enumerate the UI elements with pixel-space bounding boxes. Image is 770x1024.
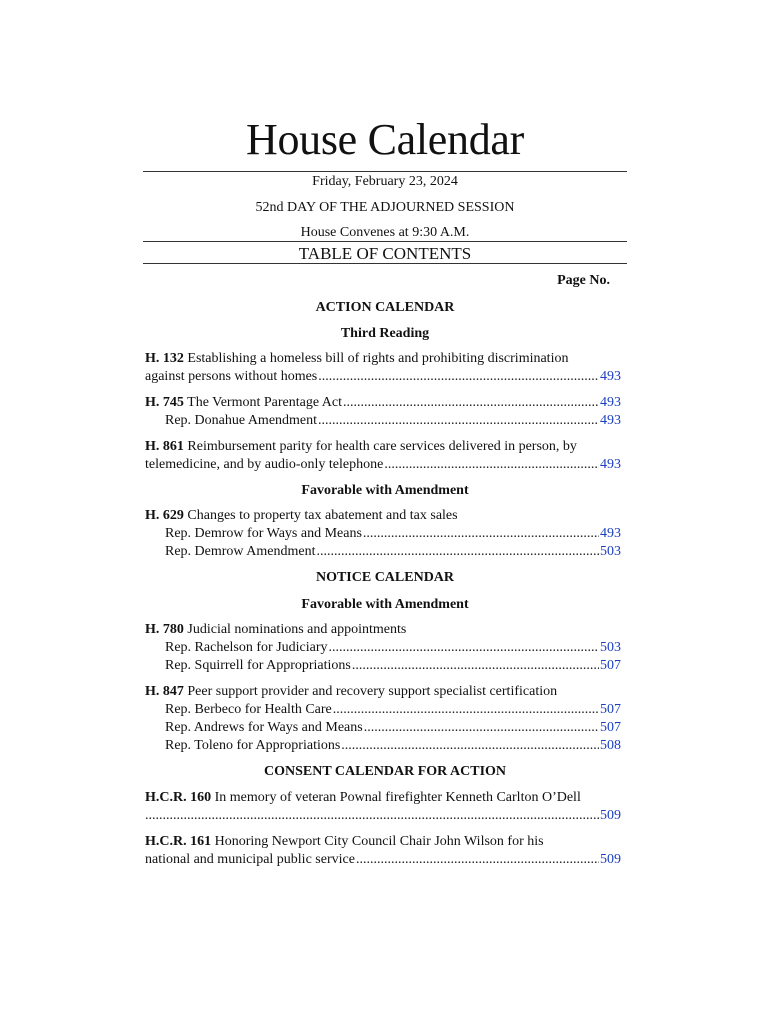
- session-day: 52nd DAY OF THE ADJOURNED SESSION: [255, 200, 515, 215]
- bill-title: In memory of veteran Pownal firefighter Kenneth Carlton O’Dell: [214, 790, 581, 805]
- dot-leader: [316, 543, 599, 561]
- section-consent-calendar: CONSENT CALENDAR FOR ACTION: [263, 764, 507, 779]
- subsection-favorable-amendment-notice: Favorable with Amendment: [301, 597, 469, 612]
- toc-entry-h780[interactable]: [145, 621, 621, 639]
- dot-leader: [318, 368, 599, 386]
- dot-leader: [343, 394, 599, 412]
- bill-title: Changes to property tax abatement and tax sales: [187, 508, 458, 523]
- bill-number: H. 745: [145, 395, 184, 410]
- dot-leader: [333, 701, 599, 719]
- toc-subentry-h780-appropriations[interactable]: [165, 657, 621, 675]
- toc-subentry-h847-health-care[interactable]: [165, 701, 621, 719]
- page-link[interactable]: 507: [600, 720, 621, 735]
- page-link[interactable]: 493: [600, 413, 621, 428]
- page-link[interactable]: 508: [600, 738, 621, 753]
- subentry-text: Rep. Toleno for Appropriations: [165, 738, 341, 753]
- bill-number: H.C.R. 160: [145, 790, 212, 805]
- subsection-third-reading: Third Reading: [340, 326, 430, 341]
- page-link[interactable]: 503: [600, 640, 621, 655]
- section-action-calendar: ACTION CALENDAR: [315, 300, 455, 315]
- divider-toc-top: [143, 241, 627, 242]
- bill-title: Peer support provider and recovery support specialist certification: [187, 684, 558, 699]
- subentry-text: Rep. Donahue Amendment: [165, 413, 318, 428]
- divider-top: [143, 171, 627, 172]
- page-link[interactable]: 493: [600, 457, 621, 472]
- bill-number: H. 847: [145, 684, 184, 699]
- bill-title: Judicial nominations and appointments: [187, 622, 407, 637]
- dot-leader: [364, 719, 599, 737]
- toc-entry-hcr161-cont[interactable]: [145, 851, 621, 869]
- toc-entry-h745[interactable]: [145, 394, 621, 412]
- toc-entry-h861[interactable]: [145, 438, 621, 456]
- dot-leader: [341, 737, 599, 755]
- toc-subentry-h629-amendment[interactable]: [165, 543, 621, 561]
- bill-number: H. 780: [145, 622, 184, 637]
- bill-title: Reimbursement parity for health care services delivered in person, by: [187, 439, 577, 454]
- toc-entry-h629[interactable]: [145, 507, 621, 525]
- page-link[interactable]: 509: [600, 808, 621, 823]
- page-link[interactable]: 493: [600, 395, 621, 410]
- bill-title-cont: national and municipal public service: [145, 852, 355, 867]
- dot-leader: [384, 456, 599, 474]
- page-link[interactable]: 507: [600, 658, 621, 673]
- toc-entry-hcr160-cont[interactable]: [145, 807, 621, 825]
- dot-leader: [329, 639, 599, 657]
- bill-number: H. 132: [145, 351, 184, 366]
- toc-subentry-h847-ways-means[interactable]: [165, 719, 621, 737]
- bill-title: Honoring Newport City Council Chair John Wilson for his: [214, 834, 544, 849]
- toc-entry-h861-cont[interactable]: [145, 456, 621, 474]
- bill-number: H.C.R. 161: [145, 834, 212, 849]
- subentry-text: Rep. Rachelson for Judiciary: [165, 640, 328, 655]
- toc-entry-h132[interactable]: [145, 350, 621, 368]
- toc-subentry-h629-ways-means[interactable]: [165, 525, 621, 543]
- page-link[interactable]: 509: [600, 852, 621, 867]
- dot-leader: [145, 807, 599, 825]
- toc-subentry-h745-donahue[interactable]: [165, 412, 621, 430]
- page-link[interactable]: 493: [600, 369, 621, 384]
- divider-toc-bottom: [143, 263, 627, 264]
- subentry-text: Rep. Berbeco for Health Care: [165, 702, 332, 717]
- toc-entry-h132-cont[interactable]: [145, 368, 621, 386]
- page-title: House Calendar: [245, 115, 525, 164]
- toc-subentry-h780-judiciary[interactable]: [165, 639, 621, 657]
- subentry-text: Rep. Andrews for Ways and Means: [165, 720, 363, 735]
- dot-leader: [363, 525, 599, 543]
- toc-entry-h847[interactable]: [145, 683, 621, 701]
- dot-leader: [352, 657, 599, 675]
- subentry-text: Rep. Squirrell for Appropriations: [165, 658, 351, 673]
- page-link[interactable]: 507: [600, 702, 621, 717]
- bill-title-cont: telemedicine, and by audio-only telephone: [145, 457, 384, 472]
- bill-line: [145, 394, 342, 412]
- toc-subentry-h847-appropriations[interactable]: [165, 737, 621, 755]
- page-link[interactable]: 493: [600, 526, 621, 541]
- toc-heading: TABLE OF CONTENTS: [298, 244, 472, 263]
- subentry-text: Rep. Demrow for Ways and Means: [165, 526, 362, 541]
- toc-entry-hcr161[interactable]: [145, 833, 621, 851]
- bill-number: H. 861: [145, 439, 184, 454]
- page-number-column-header: Page No.: [557, 273, 610, 288]
- subentry-text: Rep. Demrow Amendment: [165, 544, 316, 559]
- dot-leader: [356, 851, 599, 869]
- bill-title: Establishing a homeless bill of rights and prohibiting discrimination: [187, 351, 569, 366]
- section-notice-calendar: NOTICE CALENDAR: [315, 570, 455, 585]
- bill-title: The Vermont Parentage Act: [187, 395, 343, 410]
- convene-time: House Convenes at 9:30 A.M.: [300, 225, 470, 240]
- dot-leader: [318, 412, 599, 430]
- toc-entry-hcr160[interactable]: [145, 789, 621, 807]
- bill-number: H. 629: [145, 508, 184, 523]
- calendar-date: Friday, February 23, 2024: [312, 174, 458, 189]
- subsection-favorable-amendment: Favorable with Amendment: [301, 483, 469, 498]
- page-link[interactable]: 503: [600, 544, 621, 559]
- bill-title-cont: against persons without homes: [145, 369, 318, 384]
